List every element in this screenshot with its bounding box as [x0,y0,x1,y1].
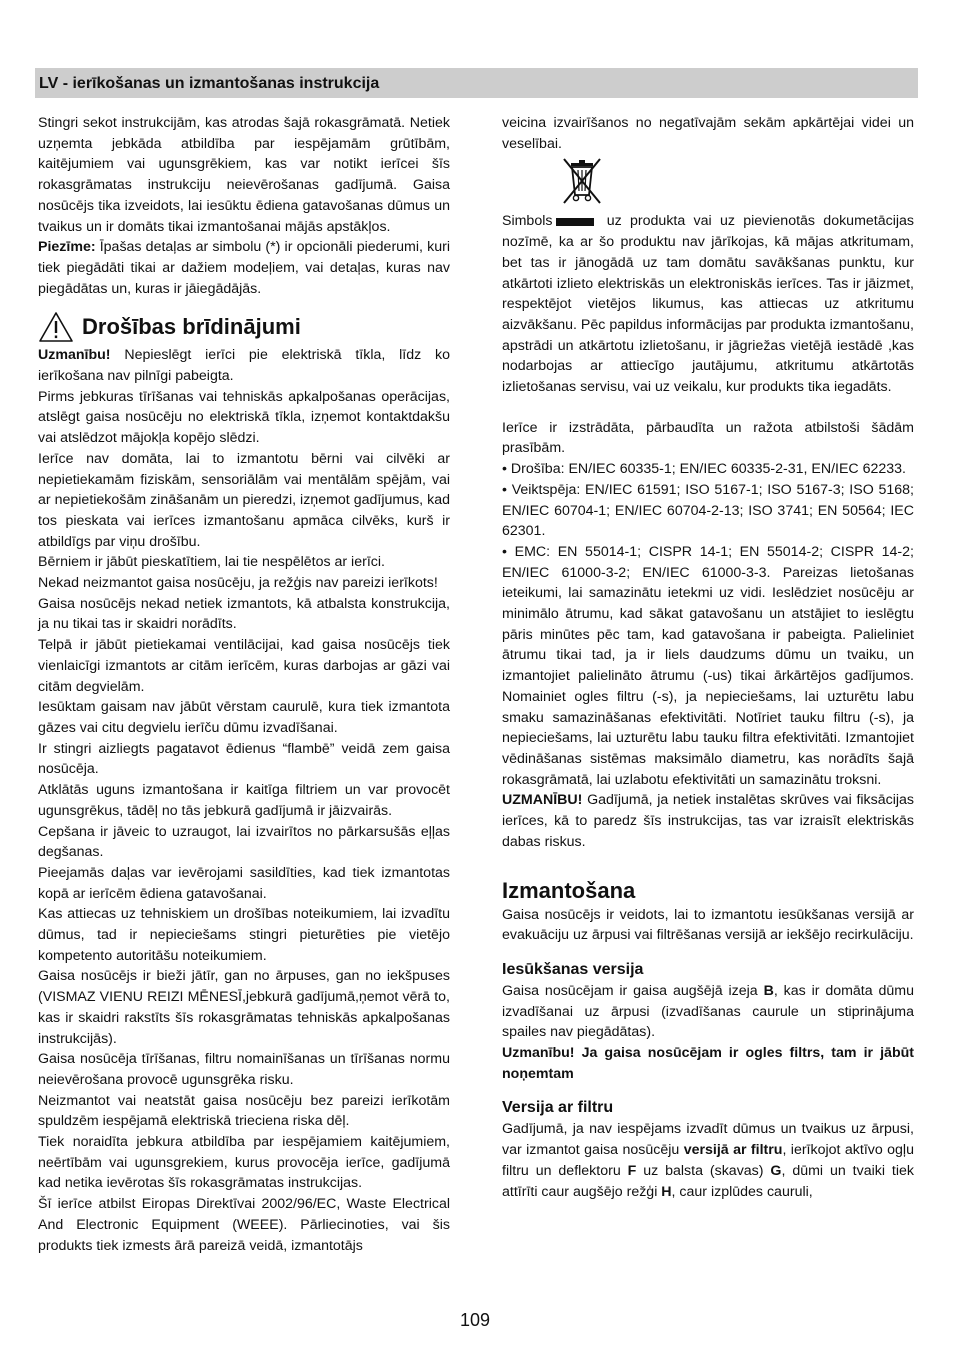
usage-title: Izmantošana [502,877,636,903]
suction-paragraph [502,981,914,1043]
note-text: Īpašas detaļas ar simbolu (*) ir opcionāli piederumi, kuri tiek piegādāti tikai ar dažiem modeļiem, vai detaļas, kuras nav piegādātas un, kuras ir jāiegādājās. [38,239,450,297]
left-column [38,113,450,1256]
grille-label: H [661,1183,672,1200]
caution-text: Nepieslēgt ierīci pie elektriskā tīkla, līdz ko ierīkošana nav pilnīgi pabeigta. [38,347,450,385]
caution-label: Uzmanību! [38,347,111,364]
safety-heading [38,311,450,343]
section-header-title: LV - ierīkošanas un izmantošanas instrukcija [39,75,380,92]
filter-text: , dūmi un tvaiki tiek attīrīti caur augšējo režģi [502,1162,914,1200]
filter-version-emphasis: versijā ar filtru [683,1142,783,1159]
warning-paragraph [502,790,914,852]
filter-text: , caur izplūdes cauruli, [671,1183,813,1200]
filter-text: , ierīkojot aktīvo ogļu filtru un deflektoru [502,1142,914,1179]
right-column [502,113,914,1202]
symbol-word: Simbols [502,213,553,230]
bracket-label: G [770,1162,782,1179]
filter-version-title: Versija ar filtru [502,1099,614,1117]
warning-triangle-icon [38,311,74,343]
suction-warning: Uzmanību! Ja gaisa nosūcējam ir ogles filtrs, tam ir jābūt noņemtam [502,1045,914,1082]
suction-text: , kas ir domāta dūmu izvadīšanai uz ārpusi (izvadīšanas caurule un stiprinājuma spailes nav piegādātas). [502,982,914,1041]
filter-paragraph [502,1119,914,1202]
safety-paragraph: Neizmantot vai neatstāt gaisa nosūcēju bez pareizi ierīkotām spuldzēm iespējamā elektriskā trieciena riska dēļ. [38,1092,450,1130]
usage-paragraph: Gaisa nosūcējs ir veidots, lai to izmantotu iesūkšanas versijā ar evakuāciju uz ārpusi vai filtrēšanas versijā ar iekšējo recirkulāciju. [502,906,914,944]
caution-paragraph [38,345,450,386]
safety-paragraph: Gaisa nosūcēja tīrīšanas, filtru nomainīšanas un tīrīšanas normu neievērošana provocē ugunsgrēka risku. [38,1051,450,1088]
conformity-paragraph: Ierīce ir izstrādāta, pārbaudīta un ražota atbilstoši šādām prasībām. [502,419,914,457]
crossed-bin-icon [560,155,604,207]
safety-paragraph: Pieejamās daļas var ievērojami sasildīties, kad tiek izmantotas kopā ar ierīcēm ēdiena gatavošanai. [38,864,450,902]
weee-symbol [502,155,914,207]
emc-standards: • EMC: EN 55014-1; CISPR 14-1; EN 55014-2; CISPR 14-2; EN/IEC 61000-3-2; EN/IEC 61000-3-3. Pareizas lietošanas ieteikumi, lai samazinātu ietekmi uz vidi. Ieslēdziet nosūcēju ar minimālo ātrumu, kad sākat gatavošanu un atstājiet to ieslēgtu pāris minūtes pēc tam, kad gatavošana ir pabeigta. Palieliniet ātrumu tikai tad, ja ir liels daudzums dūmu un tvaiku, un izmantojiet palielināto ātrumu (-us) tikai ārkārtējos gadījumos. Nomainiet ogles filtru (-s), ja nepieciešams, lai uzturētu labu smaku samazināšanas efektivitāti. Notīriet tauku filtru (-s), ja nepieciešams, lai uzturētu labu tauku filtra efektivitāti. Izmantojiet vēdināšanas sistēmas maksimālo diametru, kas norādīts šajā rokasgrāmatā, lai uzlabotu efektivitāti un samazinātu troksni. [502,543,914,788]
symbol-paragraph [502,211,914,397]
symbol-text: uz produkta vai uz pievienotās dokumetācijas nozīmē, ka ar šo produktu nav jārīkojas, kā mājas atkritumam, bet tas ir jānogādā uz tam domātu savākšanas punktu, kur atkārtoti izlieto elektriskās un elektroniskās ierīces. Tas ir jāizmet, respektējot vietējos likumus, kas attiecas uz atkritumu aizvākšanu. Pēc papildus informācijas par produkta izmantošanu, apstrādi un atkārtotu izlietošanu, ir jāgriežas vietējā iestādē ,kas nodarbojas ar attiecīgo jautājumu, atkritumu atkārtotās izlietošanas servisu, vai uz veikalu, kur produkts tika iegadāts. [502,213,914,396]
safety-paragraph: Ir stingri aizliegts pagatavot ēdienus “flambē” veidā zem gaisa nosūcēja. [38,740,450,778]
safety-paragraph: Gaisa nosūcējs ir bieži jātīr, gan no ārpuses, gan no iekšpuses (VISMAZ VIENU REIZI MĒNESĪ,jebkurā gadījumā,ņemot vērā to, kas ir skaidri rakstīts šīs rokasgrāmatas tehniskās apkalpošanas instrukcijās). [38,968,450,1047]
safety-paragraph: Cepšana ir jāveic to uzraugot, lai izvairītos no pārkarsušās eļļas degšanas. [38,823,450,861]
filter-text: uz balsta (skavas) [636,1162,771,1179]
note-paragraph [38,237,450,299]
suction-text: Gaisa nosūcējam ir gaisa augšējā izeja [502,982,764,999]
page-number: 109 [460,1310,491,1330]
safety-standards: • Drošība: EN/IEC 60335-1; EN/IEC 60335-2-31, EN/IEC 62233. [502,461,906,478]
safety-paragraph: Atklātās uguns izmantošana ir kaitīga filtriem un var provocēt ugunsgrēkus, tādēļ no tās jebkurā gadījumā ir jāizvairās. [38,782,450,819]
safety-paragraph: Kas attiecas uz tehniskiem un drošības noteikumiem, lai izvadītu dūmus, tad ir nepieciešams stingri pieturēties pie vietējo kompetento autoritāšu noteikumiem. [38,906,450,964]
warning-text: Gadījumā, ja netiek instalētas skrūves vai fiksācijas ierīces, kā to paredz šīs instrukcijas, tas var izraisīt elektriskās dabas riskus. [502,792,914,850]
safety-paragraph: Bērniem ir jābūt pieskatītiem, lai tie nespēlētos ar ierīci. [38,554,385,571]
weee-continuation: veicina izvairīšanos no negatīvajām sekām apkārtējai videi un veselībai. [502,115,914,152]
safety-paragraph: Pirms jebkuras tīrīšanas vai tehniskās apkalpošanas operācijas, atslēgt gaisa nosūcēju no elektriskā tīkla, izņemot kontaktdakšu vai atslēdzot mājokļa kopējo slēdzi. [38,388,450,447]
filter-text: Gadījumā, ja nav iespējams izvadīt dūmus un tvaikus uz ārpusi, var izmantot gaisa nosūcēju [502,1121,914,1159]
safety-paragraph: Nekad neizmantot gaisa nosūcēju, ja režģis nav pareizi ierīkots! [38,575,438,592]
safety-paragraph: Telpā ir jābūt pietiekamai ventilācijai, kad gaisa nosūcējs tiek vienlaicīgi izmantots ar citām ierīcēm, kuras darbojas ar gāzi vai citām degvielām. [38,637,450,695]
safety-paragraph: Ierīce nav domāta, lai to izmantotu bērni vai cilvēki ar nepietiekamām fiziskām, sensoriālām vai mentālām spējām, vai ar nepietiekošām zināšanām un pieredzi, izņemot gadījumus, kad tos pieskata vai ierīces izmantošanu apmāca cilvēks, kurš ir atbildīgs par viņu drošību. [38,450,450,550]
safety-title: Drošības brīdinājumi [82,314,301,340]
intro-paragraph: Stingri sekot instrukcijām, kas atrodas šajā rokasgrāmatā. Netiek uzņemta jebkāda atbildība par iespējamām grūtībām, kaitējumiem vai ugunsgrēkiem, kas var notikt ierīcei šīs rokasgrāmatas instrukciju neievērošanas gadījumā. Gaisa nosūcējs tika izveidots, lai iesūktu ēdiena gatavošanas dūmus un tvaikus un ir domāts tikai izmantošanai mājās apstākļos. [38,115,450,235]
section-header-bar [35,68,918,98]
performance-standards: • Veiktspēja: EN/IEC 61591; ISO 5167-1; ISO 5167-3; ISO 5168; EN/IEC 60704-1; EN/IEC 60704-2-13; ISO 3741; EN 50564; IEC 62301. [502,481,914,540]
note-label: Piezīme: [38,239,96,256]
bar-symbol-icon [556,218,594,226]
spacer [502,398,914,418]
safety-paragraph: Gaisa nosūcējs nekad netiek izmantots, kā atbalsta konstrukcija, ja nu tikai tas ir skaidri norādīts. [38,595,450,633]
outlet-label: B [763,982,774,999]
safety-paragraph: Iesūktam gaisam nav jābūt vērstam caurulē, kura tiek izmantota gāzes vai citu degvielu ierīču dūmu izvadīšanai. [38,699,450,736]
spacer [502,853,914,877]
deflector-label: F [627,1162,637,1179]
suction-version-title: Iesūkšanas versija [502,960,644,978]
warning-label: UZMANĪBU! [502,792,583,809]
safety-paragraph: Tiek noraidīta jebkura atbildība par iespējamiem kaitējumiem, neērtībām vai ugunsgrekiem, kurus provocēja ierīce, gadījumā kad netika ievērotas šīs rokasgrāmatas instrukcijas. [38,1134,450,1192]
weee-paragraph: Šī ierīce atbilst Eiropas Direktīvai 2002/96/EC, Waste Electrical And Electronic Equipment (WEEE). Pārliecinoties, vai šis produkts tiek izmests ārā pareizā veidā, izmantotājs [38,1196,450,1254]
